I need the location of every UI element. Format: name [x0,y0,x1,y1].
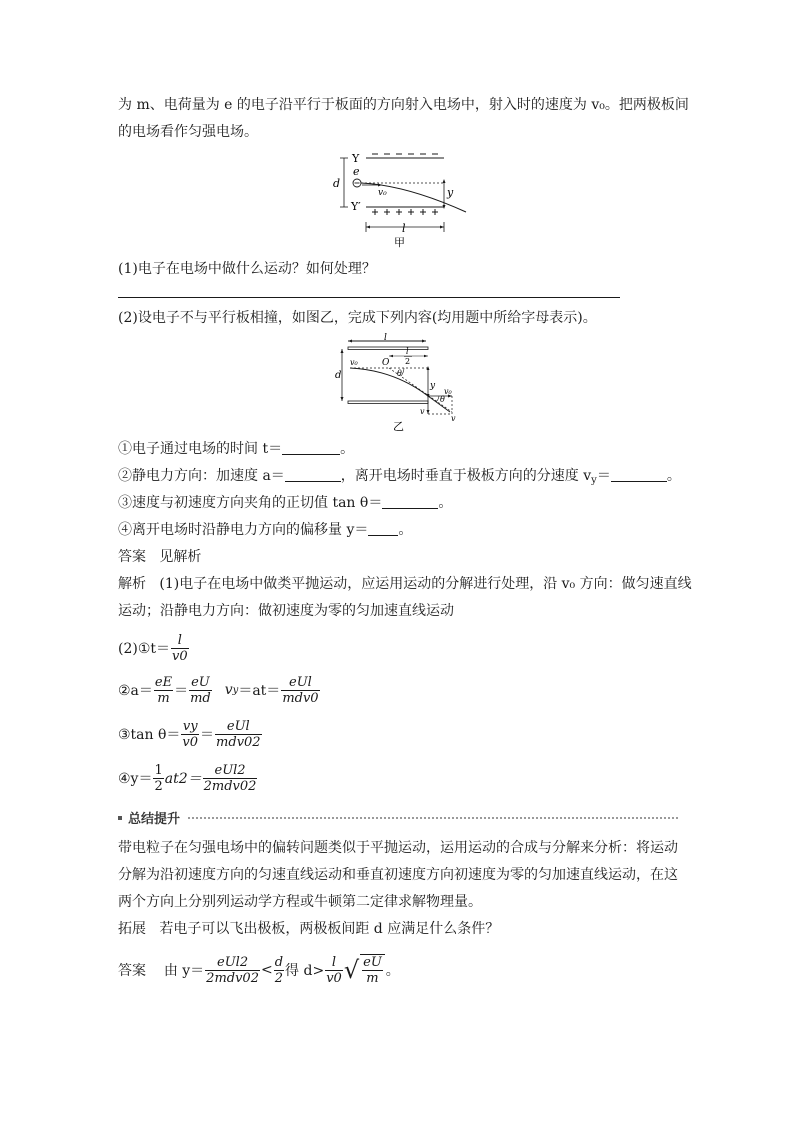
label-d: d [335,370,342,381]
label-e: e [353,165,360,178]
summary-heading: 总结提升 [118,808,678,827]
label-l: l [384,333,387,343]
item-4: ④离开电场时沿静电力方向的偏移量 y＝ 。 [118,522,413,538]
electron-trajectory [350,368,428,396]
label-theta: θ [397,369,402,378]
caption-a: 甲 [394,236,405,249]
label-theta-2: θ [440,395,445,404]
label-half-l-den: 2 [405,357,411,366]
label-vy: v [420,407,425,416]
label-half-l-num: l [406,347,409,356]
label-v0: v₀ [350,358,358,367]
equation-4: ④y＝ $\frac{1}{2}$ at2＝ $\frac{\text{eUl2}}{\text{2mdv02}}$ [118,762,257,794]
extension-answer: 答案 由 y＝ $\frac{\text{eUl2}}{\text{2mdv02}}$ < $\frac{d}{2}$ 得 d> $\frac{l}{v0}$ √ $\frac{eU}{m}$ 。 [118,954,400,986]
blank-1 [282,440,340,455]
blank-4 [368,521,398,536]
sqrt-symbol: √ $\frac{eU}{m}$ [344,954,386,986]
blank-2a [285,467,341,482]
summary-line-2: 分解为沿初速度方向的匀速直线运动和垂直初速度方向初速度为零的匀加速直线运动，在这 [118,867,678,883]
question-1: (1)电子在电场中做什么运动？如何处理？ [118,261,376,277]
bullet-square-icon [118,816,122,820]
analysis-line-1: 解析 (1)电子在电场中做类平抛运动，应运用运动的分解进行处理，沿 v₀ 方向：做匀速直线 [118,576,692,592]
summary-line-1: 带电粒子在匀强电场中的偏转问题类似于平抛运动，运用运动的合成与分解来分析：将运动 [118,840,678,856]
intro-line-2: 的电场看作匀强电场。 [118,124,258,140]
equation-3: ③tan θ＝ $\frac{vy}{v0}$ ＝ $\frac{\text{eUl}}{\text{mdv02}}$ [118,718,261,750]
analysis-line-2: 运动；沿静电力方向：做初速度为零的匀加速直线运动 [118,603,454,619]
plate-top [348,347,428,350]
label-l: l [402,222,406,235]
summary-line-3: 两个方向上分别列运动学方程或牛顿第二定律求解物理量。 [118,894,482,910]
answer-line [118,297,620,298]
answer: 答案 见解析 [118,549,202,565]
figure-b [334,332,464,434]
question-2: (2)设电子不与平行板相撞，如图乙，完成下列内容(均用题中所给字母表示)。 [118,310,597,326]
equation-1: (2)①t＝ $\frac{l}{v0}$ [118,632,188,664]
caption-b: 乙 [393,420,404,433]
label-d: d [333,177,341,190]
label-v0: v₀ [378,188,387,198]
item-1: ①电子通过电场的时间 t＝ 。 [118,441,355,457]
label-y-prime-plate: Y′ [351,200,361,213]
label-O: O [382,358,390,368]
extension: 拓展 若电子可以飞出极板，两极板间距 d 应满足什么条件？ [118,921,500,937]
label-v: v [451,414,456,423]
plate-bottom [348,401,428,404]
intro-line-1: 为 m、电荷量为 e 的电子沿平行于板面的方向射入电场中，射入时的速度为 v₀。把两极板间 [118,97,689,113]
dotted-divider [188,817,678,819]
item-2: ②静电力方向：加速度 a＝ ，离开电场时垂直于极板方向的分速度 $v_y=$ 。 [118,468,681,486]
blank-3 [382,494,438,509]
equation-2: ②a＝ $\frac{eE}{m}$ ＝ $\frac{eU}{md}$ v y ＝at＝ $\frac{\text{eUl}}{\text{mdv0}}$ [118,674,319,706]
label-vx: v₀ [444,387,452,396]
label-y: y [447,186,454,199]
label-y-plate: Y [352,152,360,165]
label-y: y [430,381,436,391]
figure-a [326,150,476,255]
item-3: ③速度与初速度方向夹角的正切值 tan θ＝ 。 [118,495,453,511]
blank-2b [611,467,667,482]
